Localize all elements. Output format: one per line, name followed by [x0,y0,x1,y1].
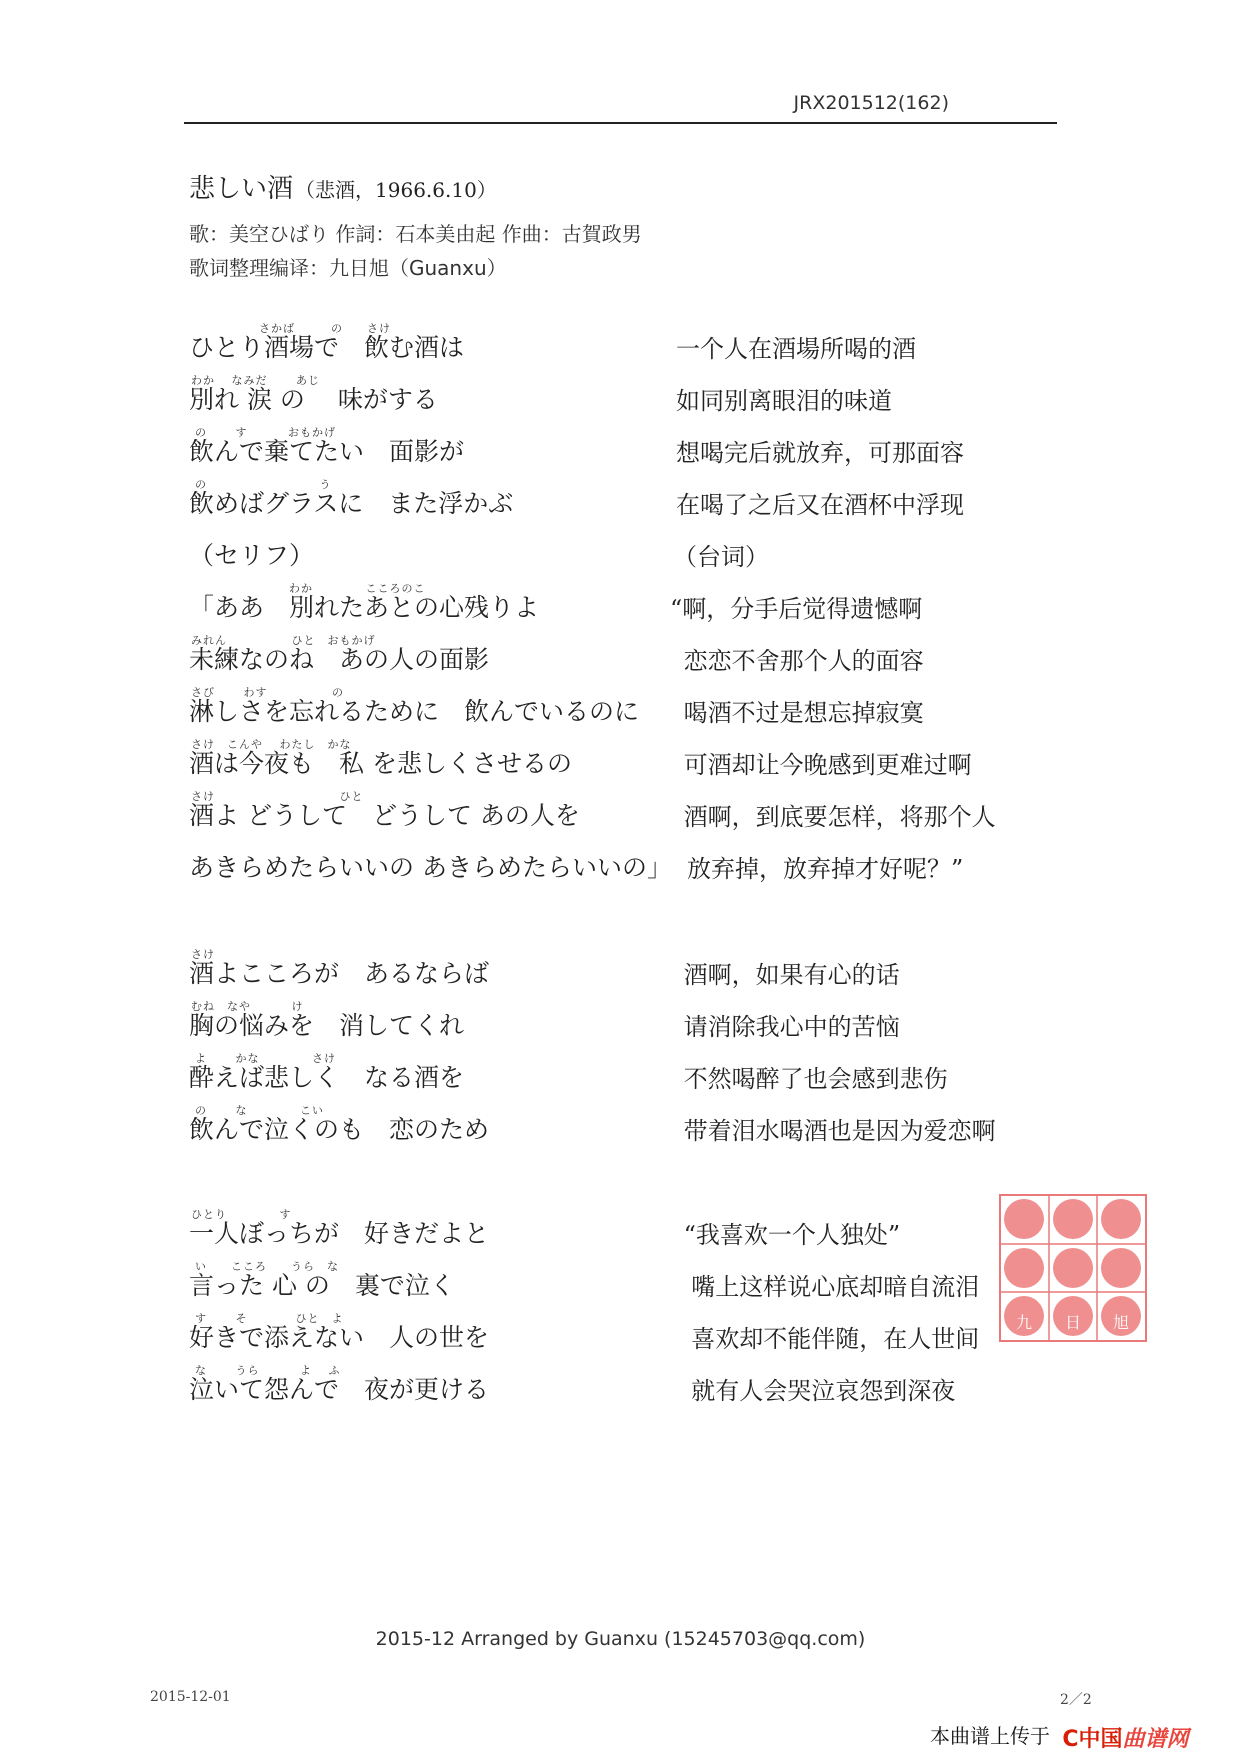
chinese-translation: 请消除我心中的苦恼 [676,1013,900,1041]
ruby-text: みれん ひと おもかげ [191,634,376,647]
footer-date: 2015-12-01 [150,1689,231,1705]
chinese-translation: 一个人在酒場所喝的酒 [676,335,916,363]
ruby-text: わか なみだ あじ [191,374,320,387]
song-title-main: 悲しい酒 [189,174,294,204]
seal-char: 九 [1015,1313,1033,1332]
chinese-translation: 就有人会哭泣哀怨到深夜 [676,1377,956,1405]
ruby-text: の う [195,478,332,491]
japanese-lyric: 泣いて怨んで 夜が更ける [189,1375,490,1404]
header-divider [184,122,1057,124]
seal-char: 日 [1064,1313,1082,1332]
upload-text: 本曲谱上传于 [930,1724,1050,1748]
chinese-translation: 在喝了之后又在酒杯中浮现 [676,491,964,519]
site-name-part: 曲谱网 [1122,1727,1189,1752]
japanese-lyric: 胸の悩みを 消してくれ [189,1011,465,1040]
chinese-translation: “啊，分手后觉得遗憾啊 [670,595,923,623]
japanese-lyric: 「ああ 別れたあとの心残りよ [189,593,540,622]
ruby-text: な うら よ ふ [195,1364,341,1377]
japanese-lyric: 酒よこころが あるならば [189,959,490,988]
song-credits: 歌：美空ひばり 作詞：石本美由起 作曲：古賀政男 [189,222,642,246]
song-title [189,168,497,205]
ruby-text: よ かな さけ [195,1052,336,1065]
lyrics-arranger: 歌词整理编译：九日旭（Guanxu） [189,256,507,280]
footer-credit: 2015-12 Arranged by Guanxu (15245703@qq.com) [375,1628,866,1650]
japanese-lyric: 飲んで棄てたい 面影が [189,437,465,466]
chinese-translation: 喜欢却不能伴随，在人世间 [676,1325,980,1353]
ruby-text: す そ ひと よ [195,1312,344,1325]
chinese-translation: 放弃掉，放弃掉才好呢？” [687,855,964,883]
japanese-lyric: 未練なのね あの人の面影 [189,645,490,674]
seal-char: 旭 [1112,1313,1130,1332]
seal-stamp [999,1194,1147,1342]
document-code: JRX201512(162) [793,92,949,114]
ruby-text: さけ ひと [191,790,364,803]
japanese-lyric: 好きで添えない 人の世を [189,1323,490,1352]
japanese-lyric: あきらめたらいいの あきらめたらいいの」 [189,853,672,882]
ruby-text: わか こころのこ [289,582,426,595]
ruby-text: の す おもかげ [195,426,336,439]
chinese-translation: 恋恋不舍那个人的面容 [676,647,924,675]
japanese-lyric: （セリフ） [189,541,315,570]
japanese-lyric: 一人ぼっちが 好きだよと [189,1219,490,1248]
ruby-text: さび わす の [191,686,344,699]
japanese-lyric: 飲めばグラスに また浮かぶ [189,489,514,518]
japanese-lyric: 酒よ どうして どうして あの人を [189,801,580,830]
chinese-translation: 如同别离眼泪的味道 [676,387,892,415]
japanese-lyric: 別れ 涙 の 味がする [189,385,438,414]
chinese-translation: 不然喝醉了也会感到悲伤 [676,1065,948,1093]
chinese-translation: 可酒却让今晚感到更难过啊 [676,751,972,779]
ruby-text: い こころ うら な [195,1260,339,1273]
chinese-translation: （台词） [673,543,769,571]
japanese-lyric: 淋しさを忘れるために 飲んでいるのに [189,697,640,726]
chinese-translation: 酒啊，到底要怎样，将那个人 [676,803,996,831]
ruby-text: の な こい [195,1104,324,1117]
ruby-text: さけ こんや わたし かな [191,738,352,751]
japanese-lyric: 酔えば悲しく なる酒を [189,1063,465,1092]
japanese-lyric: ひとり酒場で 飲む酒は [189,333,465,362]
chinese-translation: 酒啊，如果有心的话 [676,961,900,989]
chinese-translation: 带着泪水喝酒也是因为爱恋啊 [676,1117,996,1145]
chinese-translation: 想喝完后就放弃，可那面容 [676,439,964,467]
site-name-part: 中国 [1078,1727,1123,1752]
song-title-subtitle: （悲酒，1966.6.10） [295,178,497,202]
site-logo-icon: C [1062,1727,1079,1752]
ruby-text: さかば の さけ [259,322,391,335]
chinese-translation: “我喜欢一个人独处” [676,1221,901,1249]
page-number: 2／2 [1060,1692,1092,1708]
site-logo[interactable] [1062,1722,1188,1753]
chinese-translation: 嘴上这样说心底却暗自流泪 [676,1273,980,1301]
ruby-text: ひとり す [191,1208,292,1221]
upload-notice [930,1720,1189,1753]
chinese-translation: 喝酒不过是想忘掉寂寞 [676,699,924,727]
japanese-lyric: 酒は今夜も 私 を悲しくさせるの [189,749,572,778]
ruby-text: さけ [191,948,215,961]
japanese-lyric: 言った 心 の 裏で泣く [189,1271,455,1300]
japanese-lyric: 飲んで泣くのも 恋のため [189,1115,490,1144]
ruby-text: むね なや け [191,1000,304,1013]
